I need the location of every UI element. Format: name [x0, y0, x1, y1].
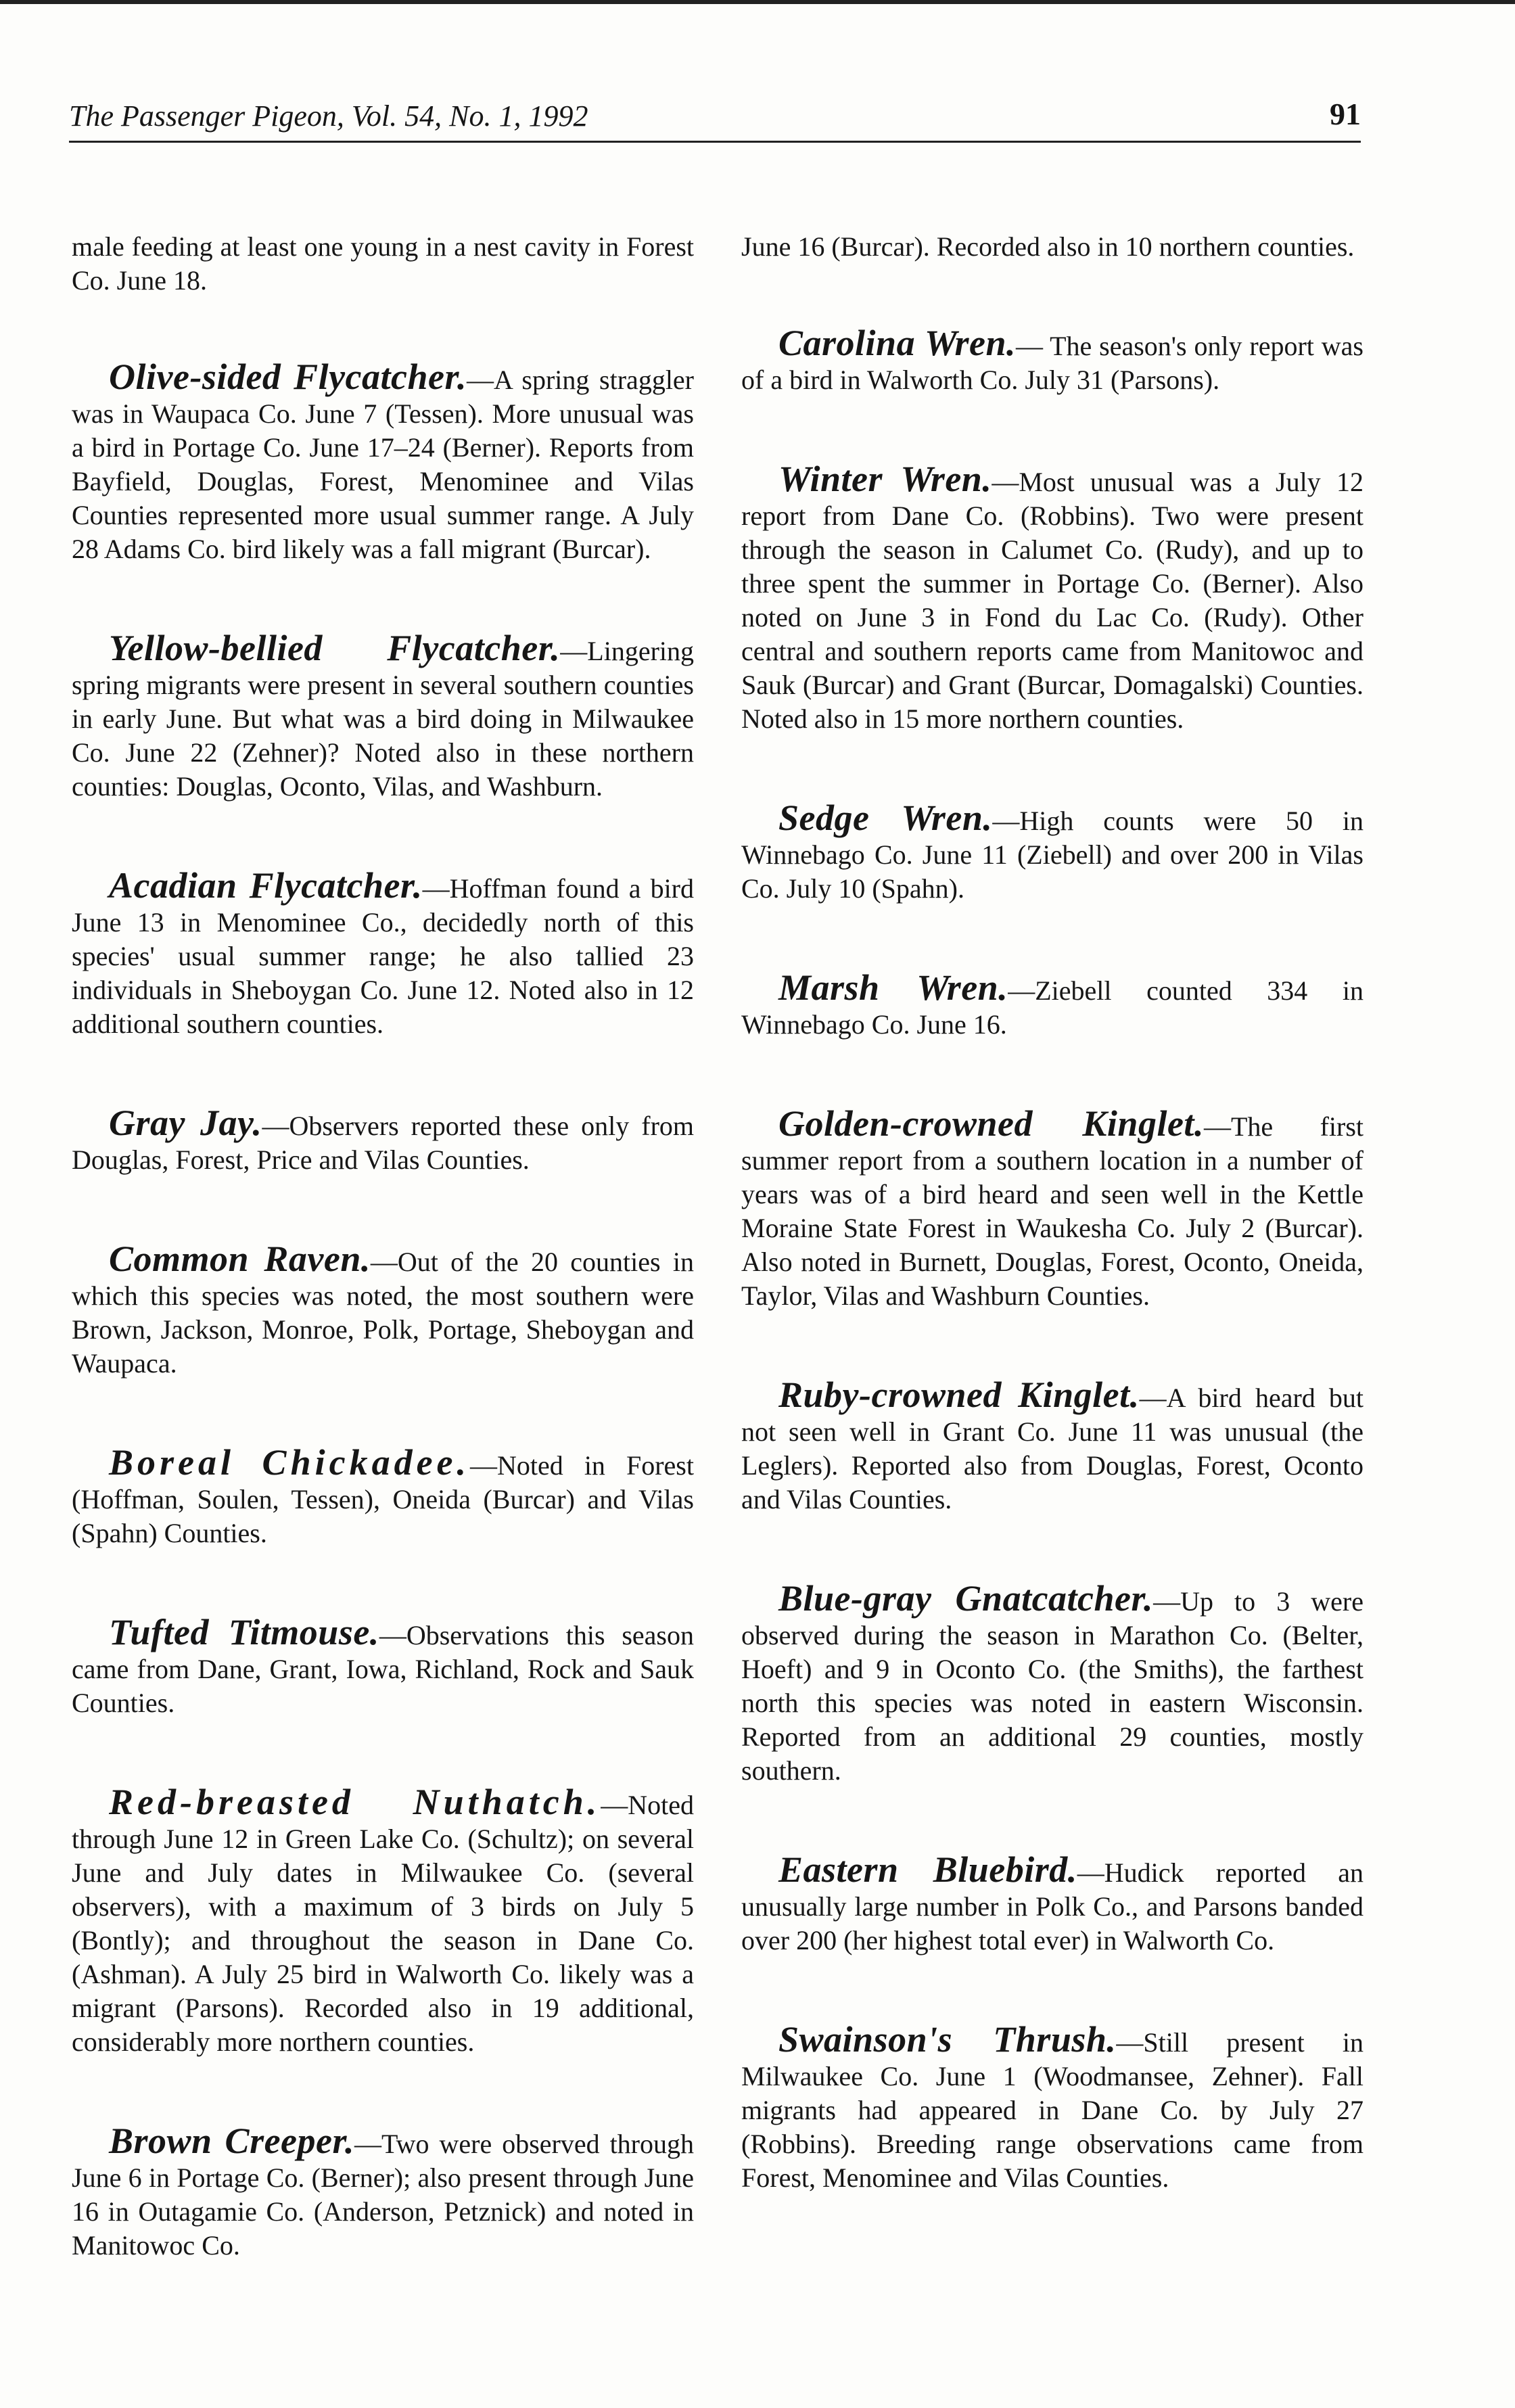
left-column — [72, 230, 694, 2354]
species-name: Common Raven. — [109, 1238, 371, 1279]
species-account-olive-sided-flycatcher — [72, 356, 695, 566]
species-account-acadian-flycatcher — [72, 865, 695, 1041]
right-column — [741, 230, 1364, 2354]
species-name: Golden-crowned Kinglet. — [778, 1103, 1204, 1144]
species-account-swainsons-thrush — [741, 2019, 1364, 2195]
journal-title: The Passenger Pigeon, Vol. 54, No. 1, 1992 — [69, 99, 588, 133]
species-name: Ruby-crowned Kinglet. — [778, 1374, 1140, 1415]
species-name: Red-breasted Nuthatch. — [109, 1782, 601, 1822]
species-text: —Up to 3 were observed during the season in Marathon Co. (Belter, Hoeft) and 9 in Oconto Co. (the Smiths), the farthest north this species was noted in eastern Wisconsin. Reported from an additional 29 counties, mostly southern. — [741, 1586, 1364, 1786]
species-account-brown-creeper — [72, 2121, 694, 2263]
right-continuation-paragraph: June 16 (Burcar). Recorded also in 10 northern counties. — [741, 231, 1355, 262]
species-name: Sedge Wren. — [778, 797, 993, 838]
species-account-yellow-bellied-flycatcher — [72, 628, 694, 804]
species-name: Eastern Bluebird. — [778, 1849, 1077, 1890]
species-text: —Noted in Forest (Hoffman, Soulen, Tessen), Oneida (Burcar) and Vilas (Spahn) Counties. — [72, 1450, 694, 1548]
species-name: Marsh Wren. — [778, 967, 1008, 1008]
species-account-golden-crowned-kinglet — [741, 1103, 1364, 1313]
species-account-ruby-crowned-kinglet — [741, 1374, 1364, 1516]
species-name: Boreal Chickadee. — [109, 1442, 471, 1483]
top-rule — [0, 0, 1515, 4]
running-header — [69, 93, 1361, 143]
species-account-winter-wren — [741, 459, 1364, 736]
species-text: —Observers reported these only from Douglas, Forest, Price and Vilas Counties. — [72, 1111, 695, 1175]
species-text: —The first summer report from a southern location in a number of years was of a bird heard and seen well in the Kettle Moraine State Forest in Waukesha Co. July 2 (Burcar). Also noted in Burnett, Douglas, Forest, Oconto, Oneida, Taylor, Vilas and Washburn Counties. — [741, 1111, 1364, 1311]
species-text: —High counts were 50 in Winnebago Co. June 11 (Ziebell) and over 200 in Vilas Co. July 10 (Spahn). — [741, 806, 1364, 904]
species-name: Brown Creeper. — [109, 2121, 355, 2161]
species-account-red-breasted-nuthatch — [72, 1782, 694, 2059]
species-name: Swainson's Thrush. — [778, 2019, 1117, 2060]
species-text: —Most unusual was a July 12 report from Dane Co. (Robbins). Two were present through the season in Calumet Co. (Rudy), and up to three spent the summer in Portage Co. (Berner). Also noted on June 3 in Fond du Lac Co. (Rudy). Other central and southern reports came from Manitowoc and Sauk (Burcar) and Grant (Burcar, Domagalski) Counties. Noted also in 15 more northern counties. — [741, 467, 1364, 734]
species-text: —Out of the 20 counties in which this species was noted, the most southern were Brown, Jackson, Monroe, Polk, Portage, Sheboygan and Waupaca. — [72, 1247, 694, 1379]
species-name: Acadian Flycatcher. — [109, 865, 423, 906]
species-account-tufted-titmouse — [72, 1612, 694, 1720]
species-text: —A bird heard but not seen well in Grant Co. June 11 was unusual (the Leglers). Reported also from Douglas, Forest, Oconto and Vilas Counties. — [741, 1383, 1364, 1514]
species-text: —Still present in Milwaukee Co. June 1 (Woodmansee, Zehner). Fall migrants had appeared in Dane Co. by July 27 (Robbins). Breeding range observations came from Forest, Menominee and Vilas Counties. — [741, 2027, 1364, 2193]
species-account-boreal-chickadee — [72, 1442, 694, 1550]
species-text: —Lingering spring migrants were present in several southern counties in early June. But what was a bird doing in Milwaukee Co. June 22 (Zehner)? Noted also in these northern counties: Douglas, Oconto, Vilas, and Washburn. — [72, 636, 694, 802]
species-text: — The season's only report was of a bird in Walworth Co. July 31 (Parsons). — [741, 331, 1364, 395]
species-name: Yellow-bellied Flycatcher. — [109, 628, 561, 668]
species-name: Blue-gray Gnatcatcher. — [778, 1578, 1154, 1619]
species-text: —Hoffman found a bird June 13 in Menominee Co., decidedly north of this species' usual summer range; he also tallied 23 individuals in Sheboygan Co. June 12. Noted also in 12 additional southern counties. — [72, 873, 695, 1039]
species-account-blue-gray-gnatcatcher — [741, 1578, 1364, 1788]
species-account-sedge-wren — [741, 797, 1364, 906]
page-number: 91 — [1330, 97, 1361, 131]
species-account-gray-jay — [72, 1103, 695, 1177]
species-text: —Two were observed through June 6 in Portage Co. (Berner); also present through June 16 in Outagamie Co. (Anderson, Petznick) and noted in Manitowoc Co. — [72, 2129, 694, 2261]
species-name: Olive-sided Flycatcher. — [109, 356, 467, 397]
species-account-carolina-wren — [741, 323, 1364, 397]
species-text: —Observations this season came from Dane, Grant, Iowa, Richland, Rock and Sauk Counties. — [72, 1620, 694, 1718]
species-text: —Ziebell counted 334 in Winnebago Co. June 16. — [741, 975, 1364, 1040]
species-account-common-raven — [72, 1238, 694, 1381]
species-name: Gray Jay. — [109, 1103, 262, 1143]
species-account-marsh-wren — [741, 967, 1364, 1042]
species-text: —A spring straggler was in Waupaca Co. June 7 (Tessen). More unusual was a bird in Portage Co. June 17–24 (Berner). Reports from Bayfield, Douglas, Forest, Menominee and Vilas Counties represented more usual summer range. A July 28 Adams Co. bird likely was a fall migrant (Burcar). — [72, 365, 695, 564]
species-account-eastern-bluebird — [741, 1849, 1364, 1958]
species-text: —Noted through June 12 in Green Lake Co. (Schultz); on several June and July dates in Milwaukee Co. (several observers), with a maximum of 3 birds on July 5 (Bontly); and throughout the season in Dane Co. (Ashman). A July 25 bird in Walworth Co. likely was a migrant (Parsons). Recorded also in 19 additional, considerably more northern counties. — [72, 1790, 694, 2057]
left-continuation-paragraph: male feeding at least one young in a nest cavity in Forest Co. June 18. — [72, 231, 694, 296]
species-text: —Hudick reported an unusually large number in Polk Co., and Parsons banded over 200 (her highest total ever) in Walworth Co. — [741, 1857, 1364, 1955]
species-name: Winter Wren. — [778, 459, 992, 499]
species-name: Tufted Titmouse. — [109, 1612, 379, 1652]
species-name: Carolina Wren. — [778, 323, 1016, 363]
